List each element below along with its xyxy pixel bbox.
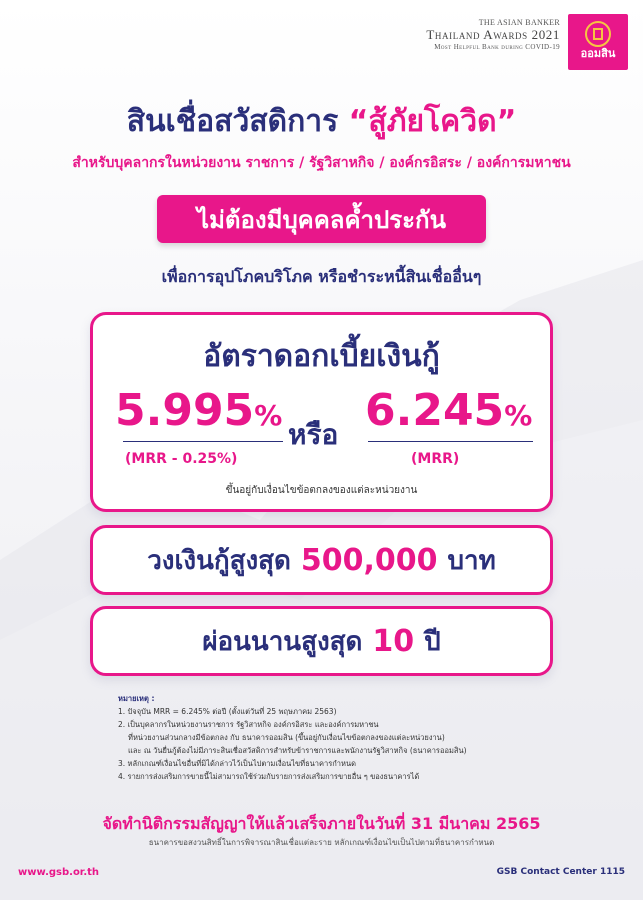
remarks xyxy=(118,692,538,783)
limit-amount: 500,000 xyxy=(300,542,438,578)
remarks-heading: หมายเหตุ : xyxy=(118,694,155,703)
no-guarantor-banner: ไม่ต้องมีบุคคลค้ำประกัน xyxy=(157,195,486,243)
contact-center: GSB Contact Center 1115 xyxy=(496,867,625,877)
loan-purpose: เพื่อการอุปโภคบริโภค หรือชำระหนี้สินเชื่ออื่นๆ xyxy=(161,267,482,286)
award-line-2: Thailand Awards 2021 xyxy=(426,27,560,42)
term-amount: 10 xyxy=(372,623,415,659)
term-unit: ปี xyxy=(424,626,441,657)
rate-value-a-pct: % xyxy=(254,399,283,432)
rate-divider-a xyxy=(123,441,283,442)
rate-value-a xyxy=(115,385,282,436)
limit-unit: บาท xyxy=(447,545,496,576)
emblem-icon xyxy=(584,20,612,48)
rate-value-b-pct: % xyxy=(504,399,533,432)
rate-divider-b xyxy=(368,441,533,442)
logo-name: ออมสิน xyxy=(580,46,616,60)
remark-2-line-3: และ ณ วันยื่นกู้ต้องไม่มีภาระสินเชื่อสวัสดิการสำหรับข้าราชการและพนักงานรัฐวิสาหกิจ (ธนาคารออมสิน) xyxy=(128,746,467,755)
rate-condition: ขึ้นอยู่กับเงื่อนไขข้อตกลงของแต่ละหน่วยงาน xyxy=(225,485,418,496)
remark-2: 2. เป็นบุคลากรในหน่วยงานราชการ รัฐวิสาหกิจ องค์กรอิสระ และองค์การมหาชน xyxy=(118,720,379,729)
disclaimer: ธนาคารขอสงวนสิทธิ์ในการพิจารณาสินเชื่อแต่ละราย หลักเกณฑ์เงื่อนไขเป็นไปตามที่ธนาคารกำหนด xyxy=(148,838,495,847)
rate-or: หรือ xyxy=(288,418,339,451)
title-quoted: “สู้ภัยโควิด” xyxy=(348,104,517,139)
loan-term-card xyxy=(90,606,553,676)
gsb-logo[interactable] xyxy=(568,14,628,70)
interest-rate-card xyxy=(90,312,553,512)
remark-4: 4. รายการส่งเสริมการขายนี้ไม่สามารถใช้ร่วมกับรายการส่งเสริมการขายอื่น ๆ ของธนาคารได้ xyxy=(118,772,420,781)
rate-title: อัตราดอกเบี้ยเงินกู้ xyxy=(203,339,440,374)
contract-deadline: จัดทำนิติกรรมสัญญาให้แล้วเสร็จภายในวันที่ 31 มีนาคม 2565 xyxy=(102,814,541,833)
limit-label: วงเงินกู้สูงสุด xyxy=(147,545,291,576)
term-label: ผ่อนนานสูงสุด xyxy=(202,626,363,657)
asian-banker-award xyxy=(420,18,560,51)
remark-2-line-2: ที่หน่วยงานส่วนกลางมีข้อตกลง กับ ธนาคารออมสิน (ขึ้นอยู่กับเงื่อนไขข้อตกลงของแต่ละหน่วยงาน) xyxy=(128,733,445,742)
award-line-1: THE ASIAN BANKER xyxy=(478,18,560,27)
rate-value-a-number: 5.995 xyxy=(115,385,255,436)
remark-1: 1. ปัจจุบัน MRR = 6.245% ต่อปี (ตั้งแต่วันที่ 25 พฤษภาคม 2563) xyxy=(118,707,337,716)
page-title xyxy=(0,98,643,145)
website-link[interactable]: www.gsb.or.th xyxy=(18,867,100,878)
eligibility-subtitle: สำหรับบุคลากรในหน่วยงาน ราชการ / รัฐวิสาหกิจ / องค์กรอิสระ / องค์การมหาชน xyxy=(72,155,571,171)
rate-value-b xyxy=(365,385,532,436)
award-line-3: Most Helpful Bank during COVID-19 xyxy=(434,43,560,51)
rate-value-b-number: 6.245 xyxy=(365,385,505,436)
remark-3: 3. หลักเกณฑ์เงื่อนไขอื่นที่มิได้กล่าวไว้เป็นไปตามเงื่อนไขที่ธนาคารกำหนด xyxy=(118,759,356,768)
rate-note-b: (MRR) xyxy=(411,451,460,467)
rate-note-a: (MRR - 0.25%) xyxy=(125,451,238,467)
loan-limit-card xyxy=(90,525,553,595)
title-prefix: สินเชื่อสวัสดิการ xyxy=(126,104,349,139)
logo-subtext xyxy=(597,60,598,65)
